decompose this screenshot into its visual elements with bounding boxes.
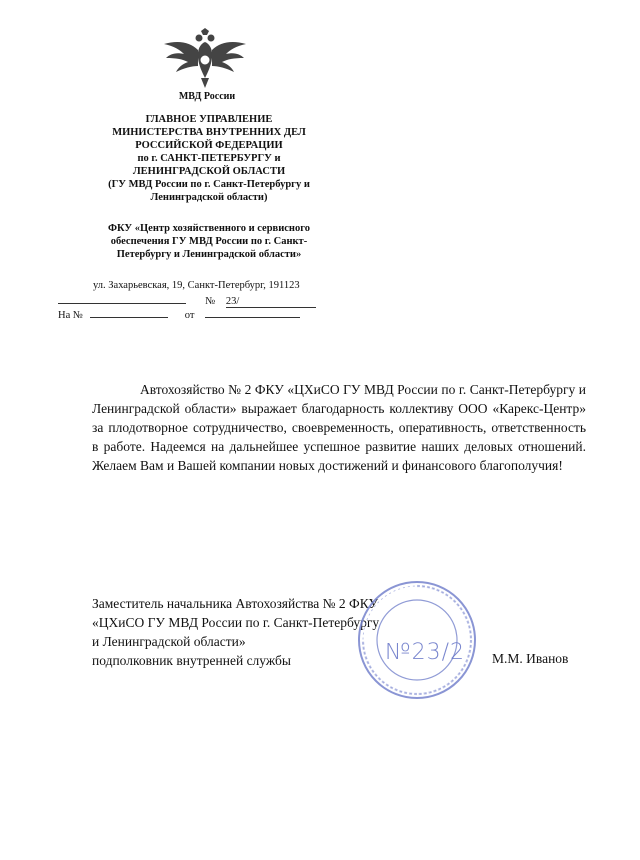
letter-body-paragraph: Автохозяйство № 2 ФКУ «ЦХиСО ГУ МВД России по г. Санкт-Петербургу и Ленинградской области» выражает благодарность коллективу ООО «Карекс-Центр» за плодотворное сотрудничество, своевременность, оперативность, ответственность в работе. Надеемся на дальнейшее успешное развитие наших деловых отношений. Желаем Вам и Вашей компании новых достижений и финансового благополучия! <box>92 382 586 473</box>
letterhead-line: по г. САНКТ-ПЕТЕРБУРГУ и <box>137 153 281 164</box>
reg-number-label: № <box>205 296 216 307</box>
signature-line: и Ленинградской области» <box>92 634 246 649</box>
signature-line: «ЦХиСО ГУ МВД России по г. Санкт-Петербургу <box>92 615 380 630</box>
letterhead-subdivision <box>78 222 340 261</box>
org-short-name: МВД России <box>178 91 236 102</box>
letterhead-line: ГЛАВНОЕ УПРАВЛЕНИЕ <box>145 114 273 125</box>
subdivision-line: Петербургу и Ленинградской области» <box>116 249 302 260</box>
ref-blank-line <box>90 306 168 318</box>
from-label: от <box>184 310 195 321</box>
letterhead-line: (ГУ МВД России по г. Санкт-Петербургу и <box>108 179 310 190</box>
letterhead-line: РОССИЙСКОЙ ФЕДЕРАЦИИ <box>135 140 283 151</box>
ref-label: На № <box>58 310 83 321</box>
signature-line: подполковник внутренней службы <box>92 653 291 668</box>
letterhead-address: ул. Захарьевская, 19, Санкт-Петербург, 191123 <box>93 280 300 291</box>
reg-number-value: 23/ <box>225 296 240 307</box>
letterhead-line: ЛЕНИНГРАДСКОЙ ОБЛАСТИ <box>132 166 286 177</box>
stamp-number: №23/2 <box>385 640 466 665</box>
signatory-name: М.М. Иванов <box>492 651 569 666</box>
reference-row <box>58 306 300 321</box>
letterhead-line: Ленинградской области) <box>150 192 268 203</box>
double-headed-eagle-emblem-icon <box>160 28 250 90</box>
date-blank-line <box>58 292 186 304</box>
letterhead-line: МИНИСТЕРСТВА ВНУТРЕННИХ ДЕЛ <box>112 127 306 138</box>
letterhead-title <box>78 113 340 204</box>
subdivision-line: ФКУ «Центр хозяйственного и сервисного <box>108 223 310 234</box>
subdivision-line: обеспечения ГУ МВД России по г. Санкт- <box>110 236 308 247</box>
from-blank-line <box>205 306 300 318</box>
signature-line: Заместитель начальника Автохозяйства № 2 ФКУ <box>92 596 379 611</box>
